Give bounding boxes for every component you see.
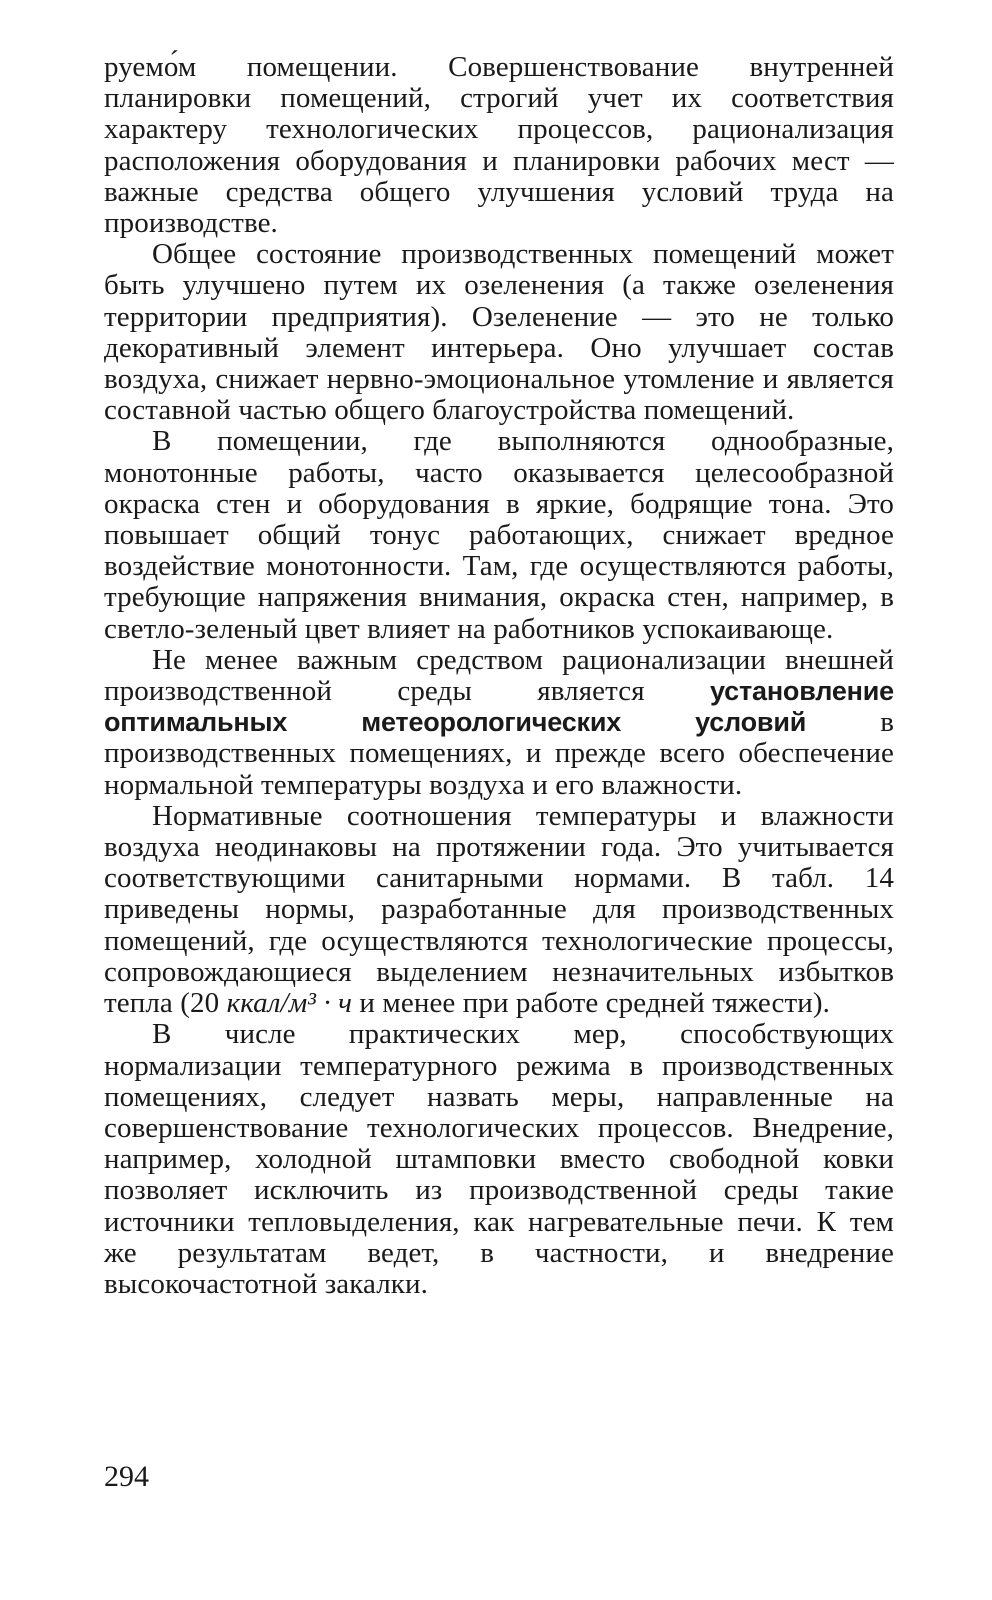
paragraph-3: В помещении, где выполняются однообразные, монотонные работы, часто оказывается целесообразной окраска стен и оборудования в яркие, бодрящие тона. Это повышает общий тонус работающих, снижает вредное воздействие монотонности. Там, где осуществляются работы, требующие напряжения внимания, окраска стен, например, в светло-зеленый цвет влияет на работников успокаивающе.	[104, 425, 894, 645]
paragraph-5-text-after: и менее при работе средней тяжести).	[352, 987, 830, 1020]
page-number: 294	[104, 1460, 149, 1493]
page-body	[104, 52, 894, 1300]
paragraph-5-unit: ккал/м³ · ч	[226, 987, 353, 1020]
paragraph-5-text-before: Нормативные соотношения температуры и влажности воздуха неодинаковы на протяжении года. Это учитывается соответствующими санитарными нормами. В табл. 14 приведены нормы, разработанные для производственных помещений, где осуществляются технологические процессы, сопровождающиеся выделением незначительных избытков тепла (20	[104, 799, 894, 1020]
paragraph-4	[104, 645, 894, 801]
paragraph-1: руемо́м помещении. Совершенствование внутренней планировки помещений, строгий учет их соответствия характеру технологических процессов, рационализация расположения оборудования и планировки рабочих мест — важные средства общего улучшения условий труда на производстве.	[104, 51, 894, 240]
paragraph-4-text-after: в производственных помещениях, и прежде всего обеспечение нормальной температуры воздуха и его влажности.	[104, 706, 894, 801]
paragraph-4-text-before: Не менее важным средством рационализации внешней производственной среды является	[104, 643, 894, 708]
paragraph-6: В числе практических мер, способствующих нормализации температурного режима в производственных помещениях, следует назвать меры, направленные на совершенствование технологических процессов. Внедрение, например, холодной штамповки вместо свободной ковки позволяет исключить из производственной среды такие источники тепловыделения, как нагревательные печи. К тем же результатам ведет, в частности, и внедрение высокочастотной закалки.	[104, 1018, 894, 1300]
paragraph-5	[104, 801, 894, 1019]
paragraph-2: Общее состояние производственных помещений может быть улучшено путем их озеленения (а также озеленения территории предприятия). Озеленение — это не только декоративный элемент интерьера. Оно улучшает состав воздуха, снижает нервно-эмоциональное утомление и является составной частью общего благоустройства помещений.	[104, 238, 894, 427]
paragraph-4-bold-term: установление оптимальных метеорологических условий	[104, 676, 894, 738]
